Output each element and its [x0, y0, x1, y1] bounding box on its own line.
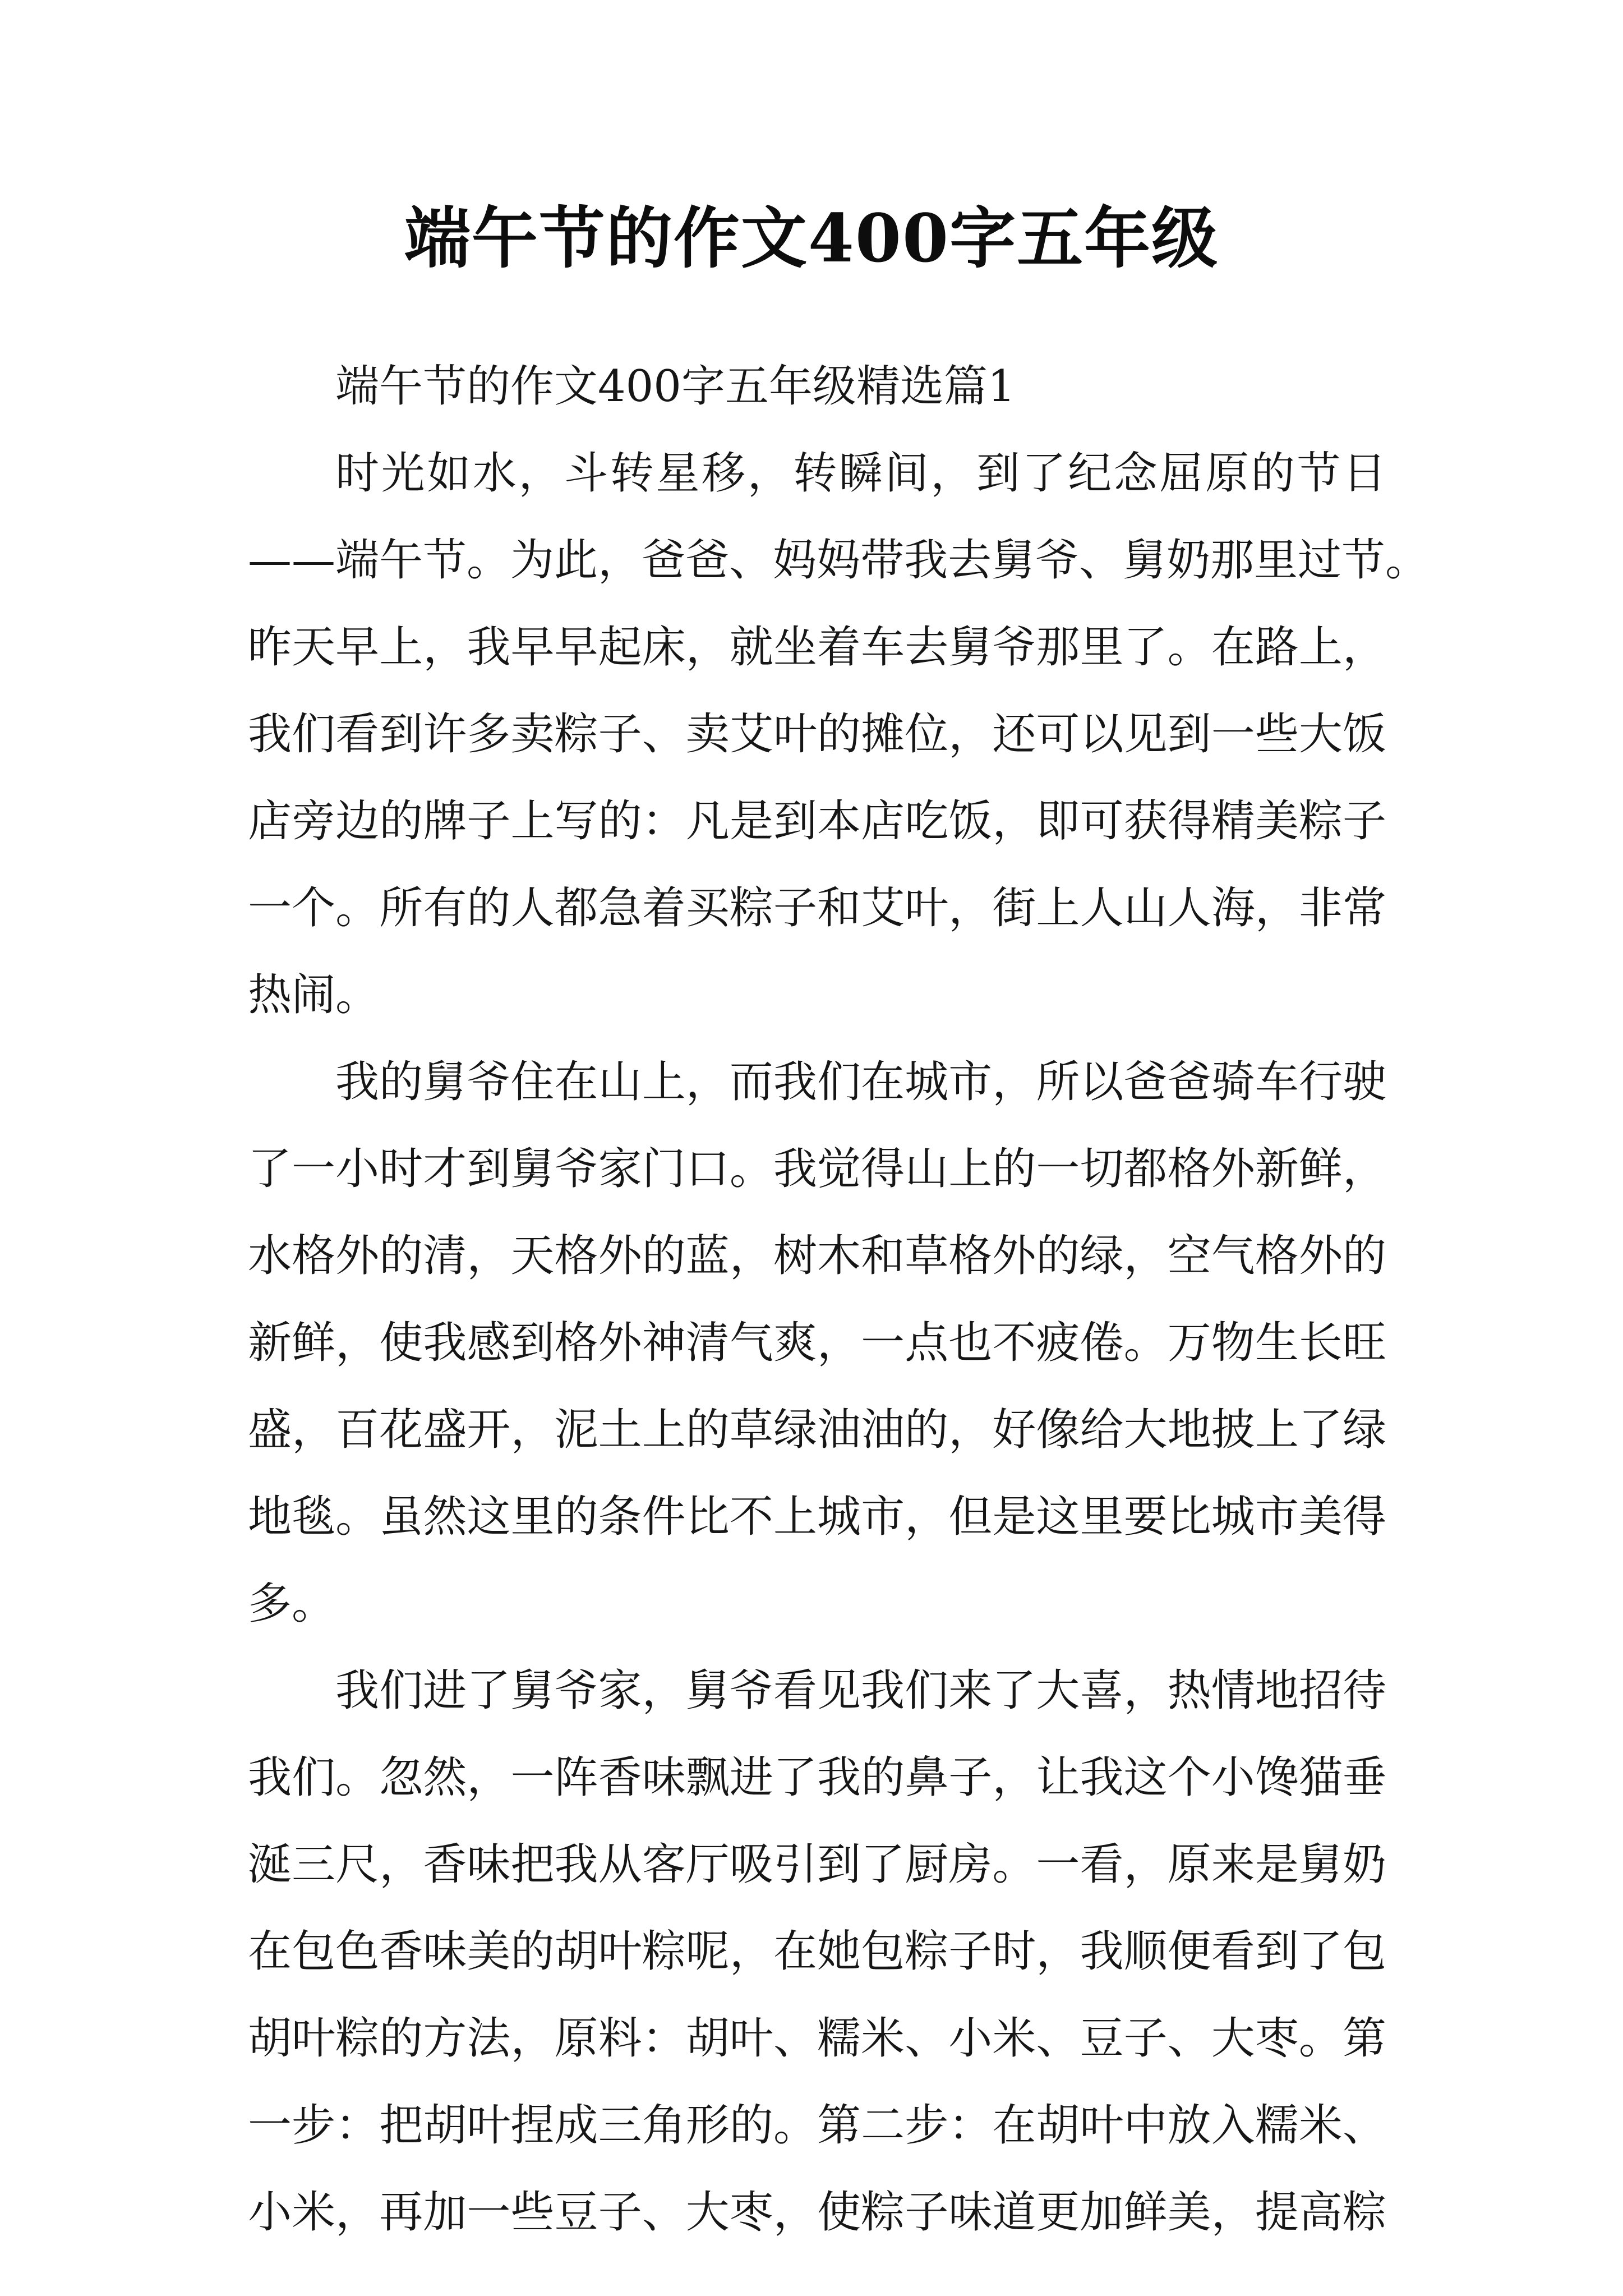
paragraph-line: 水格外的清，天格外的蓝，树木和草格外的绿，空气格外的	[248, 1231, 1386, 1281]
paragraph-line: 涎三尺，香味把我从客厅吸引到了厨房。一看，原来是舅奶	[248, 1839, 1386, 1890]
paragraph-line: 在包色香味美的胡叶粽呢，在她包粽子时，我顺便看到了包	[248, 1926, 1386, 1977]
document-body	[248, 343, 1430, 2256]
paragraph-line: 我们看到许多卖粽子、卖艾叶的摊位，还可以见到一些大饭	[248, 709, 1386, 760]
paragraph-line: 盛，百花盛开，泥土上的草绿油油的，好像给大地披上了绿	[248, 1405, 1386, 1455]
paragraph-line: ——端午节。为此，爸爸、妈妈带我去舅爷、舅奶那里过节。	[248, 535, 1430, 586]
paragraph-line: 地毯。虽然这里的条件比不上城市，但是这里要比城市美得	[248, 1492, 1386, 1542]
document-title: 端午节的作文400字五年级	[404, 199, 1219, 277]
paragraph-line: 了一小时才到舅爷家门口。我觉得山上的一切都格外新鲜，	[248, 1144, 1386, 1194]
section-heading: 端午节的作文400字五年级精选篇1	[335, 361, 1016, 412]
paragraph-line: 我们进了舅爷家，舅爷看见我们来了大喜，热情地招待	[335, 1665, 1386, 1716]
paragraph-line: 我们。忽然，一阵香味飘进了我的鼻子，让我这个小馋猫垂	[248, 1752, 1386, 1803]
paragraph-line: 店旁边的牌子上写的：凡是到本店吃饭，即可获得精美粽子	[248, 796, 1386, 846]
paragraph-line: 昨天早上，我早早起床，就坐着车去舅爷那里了。在路上，	[248, 622, 1386, 673]
paragraph-line: 一个。所有的人都急着买粽子和艾叶，街上人山人海，非常	[248, 883, 1386, 933]
paragraph-line: 新鲜，使我感到格外神清气爽，一点也不疲倦。万物生长旺	[248, 1318, 1386, 1368]
paragraph-line: 胡叶粽的方法，原料：胡叶、糯米、小米、豆子、大枣。第	[248, 2013, 1386, 2064]
paragraph-line: 热闹。	[248, 970, 380, 1020]
paragraph-line: 时光如水，斗转星移，转瞬间，到了纪念屈原的节日	[335, 448, 1386, 499]
paragraph-line: 多。	[248, 1579, 336, 1629]
paragraph-line: 小米，再加一些豆子、大枣，使粽子味道更加鲜美，提高粽	[248, 2187, 1386, 2238]
paragraph-line: 一步：把胡叶捏成三角形的。第二步：在胡叶中放入糯米、	[248, 2100, 1386, 2151]
paragraph-line: 我的舅爷住在山上，而我们在城市，所以爸爸骑车行驶	[335, 1057, 1386, 1107]
